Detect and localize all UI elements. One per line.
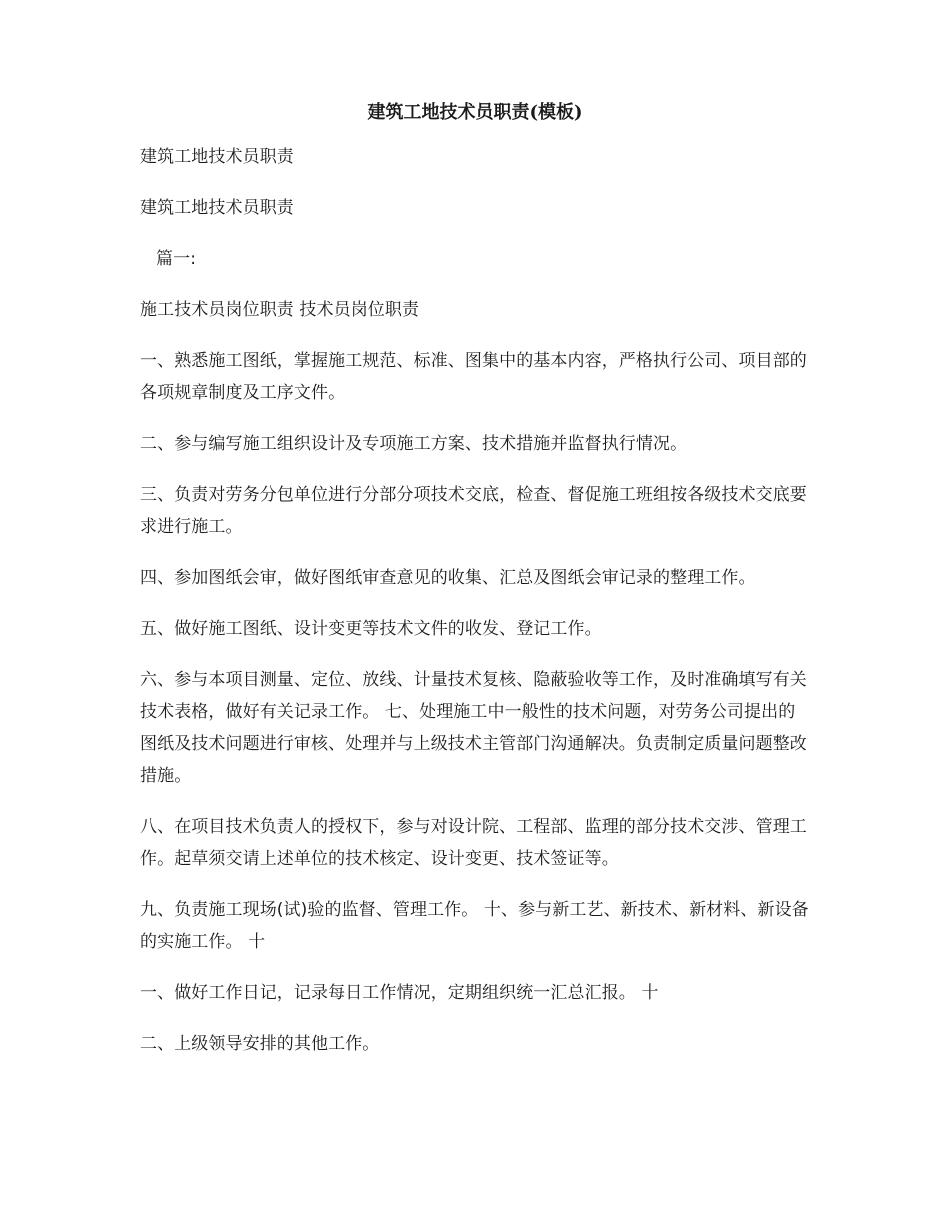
paragraph-duty-11: 一、做好工作日记，记录每日工作情况，定期组织统一汇总汇报。 十	[140, 983, 659, 1003]
paragraph-duty-9-10: 九、负责施工现场(试)验的监督、管理工作。 十、参与新工艺、新技术、新材料、新设备的实施工作。 十	[140, 900, 809, 952]
document-body	[140, 141, 812, 1079]
paragraph-heading-1: 建筑工地技术员职责	[140, 147, 294, 167]
paragraph-duty-2: 二、参与编写施工组织设计及专项施工方案、技术措施并监督执行情况。	[140, 434, 688, 454]
paragraph-duty-5: 五、做好施工图纸、设计变更等技术文件的收发、登记工作。	[140, 619, 602, 639]
paragraph-heading-2: 建筑工地技术员职责	[140, 198, 294, 218]
paragraph-section-label: 篇一:	[156, 249, 197, 269]
paragraph-duty-3: 三、负责对劳务分包单位进行分部分项技术交底，检查、督促施工班组按各级技术交底要求进行施工。	[140, 485, 807, 537]
paragraph-duty-6-7: 六、参与本项目测量、定位、放线、计量技术复核、隐蔽验收等工作，及时准确填写有关技术表格，做好有关记录工作。 七、处理施工中一般性的技术问题，对劳务公司提出的图纸及技术问题进行审核、处理并与上级技术主管部门沟通解决。负责制定质量问题整改措施。	[140, 670, 807, 786]
paragraph-duty-8: 八、在项目技术负责人的授权下，参与对设计院、工程部、监理的部分技术交涉、管理工作。起草须交请上述单位的技术核定、设计变更、技术签证等。	[140, 817, 807, 869]
paragraph-duty-12: 二、上级领导安排的其他工作。	[140, 1034, 380, 1054]
paragraph-subtitle: 施工技术员岗位职责 技术员岗位职责	[140, 300, 420, 320]
document-title: 建筑工地技术员职责(模板)	[367, 102, 583, 123]
paragraph-duty-1: 一、熟悉施工图纸，掌握施工规范、标准、图集中的基本内容，严格执行公司、项目部的各项规章制度及工序文件。	[140, 351, 807, 403]
paragraph-duty-4: 四、参加图纸会审，做好图纸审查意见的收集、汇总及图纸会审记录的整理工作。	[140, 568, 756, 588]
